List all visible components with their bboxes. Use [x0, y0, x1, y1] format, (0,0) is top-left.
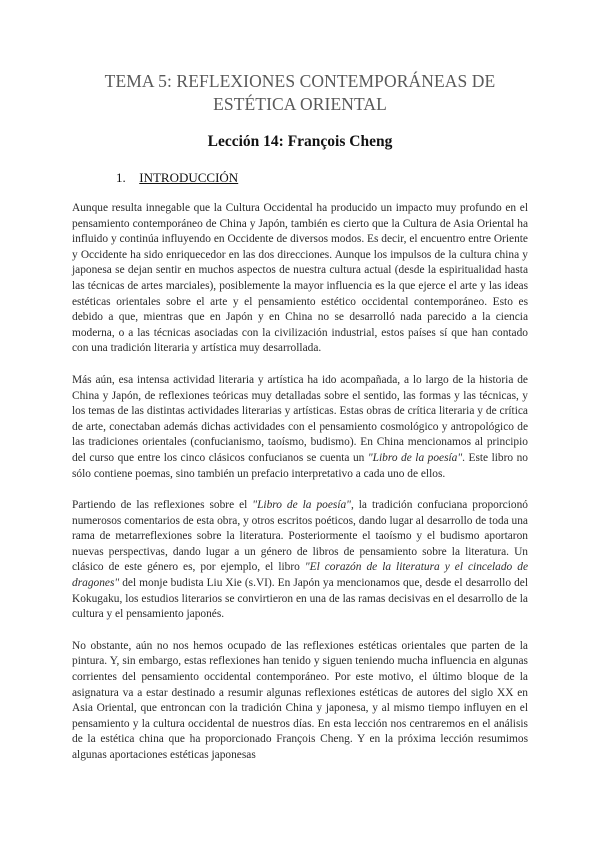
- paragraph-4: No obstante, aún no nos hemos ocupado de las reflexiones estéticas orientales que parten de la pintura. Y, sin embargo, estas reflexiones han tenido y siguen teniendo mucha influencia en algunas corrientes del pensamiento occidental contemporáneo. Por este motivo, el último bloque de la asignatura va a estar destinado a resumir algunas reflexiones estéticas de autores del siglo XX en Asia Oriental, que entroncan con la tradición China y japonesa, y al mismo tiempo influyen en el pensamiento y la cultura occidental de nuestros días. En esta lección nos centraremos en el análisis de la estética china que ha proporcionado François Cheng. Y en la próxima lección resumimos algunas aportaciones estéticas japonesas: [72, 639, 528, 761]
- paragraph-3-text-c: del monje budista Liu Xie (s.VI). En Japón ya mencionamos que, desde el desarrollo del Kokugaku, los estudios literarios se convirtieron en una de las ramas decisivas en el desarrollo de la cultura y el pensamiento japonés.: [72, 577, 528, 621]
- paragraph-2: [72, 373, 528, 482]
- book-title-corazon-literatura: "El corazón de la literatura y el cincelado de dragones": [72, 561, 528, 590]
- paragraph-3-text-a: Partiendo de las reflexiones sobre el: [72, 499, 253, 512]
- lesson-heading: Lección 14: François Cheng: [207, 133, 393, 150]
- paragraph-2-text-b: . Este libro no sólo contiene poemas, sino también un prefacio interpretativo a cada uno de ellos.: [72, 451, 528, 480]
- paragraph-1: Aunque resulta innegable que la Cultura Occidental ha producido un impacto muy profundo en el pensamiento contemporáneo de China y Japón, también es cierto que la Cultura de Asia Oriental ha influido y continúa influyendo en Occidente de diversos modos. Es decir, el encuentro entre Oriente y Occidente ha sido enriquecedor en las dos direcciones. Aunque los impulsos de la cultura china y japonesa se dejan sentir en muchos aspectos de nuestra cultura actual (desde la espiritualidad hasta las técnicas de artes marciales), posiblemente la mayor influencia es la que ejerce el arte y las ideas estéticas orientales sobre el arte y el pensamiento estético occidental contemporáneo. Esto es debido a que, mientras que en Japón y en China no se desarrolló nada parecido a la ciencia moderna, o a las técnicas asociadas con la civilización industrial, estos países sí que han contado con una tradición literaria y artística muy desarrollada.: [72, 202, 528, 355]
- book-title-libro-poesia: "Libro de la poesía": [367, 451, 463, 464]
- title-line-2: ESTÉTICA ORIENTAL: [213, 94, 387, 114]
- page-title: [60, 70, 540, 116]
- body-text: [72, 201, 528, 780]
- section-title: INTRODUCCIÓN: [139, 170, 239, 185]
- section-number: 1.: [116, 170, 126, 185]
- paragraph-2-text-a: Más aún, esa intensa actividad literaria y artística ha ido acompañada, a lo largo de la historia de China y Japón, de reflexiones teóricas muy detalladas sobre el sentido, las formas y las técnicas, y los temas de las distintas actividades literarias y artísticas. Estas obras de crítica literaria y de crítica de arte, conectaban además dichas actividades con el pensamiento cosmológico y antropológico de las tradiciones orientales (confucianismo, taoísmo, budismo). En China mencionamos al principio del curso que entre los cinco clásicos confucianos se cuenta un: [72, 373, 528, 464]
- title-line-1: TEMA 5: REFLEXIONES CONTEMPORÁNEAS DE: [104, 71, 496, 91]
- paragraph-3: [72, 498, 528, 623]
- paragraph-3-text-b: , la tradición confuciana proporcionó numerosos comentarios de esta obra, y otros escritos poéticos, dando lugar al desarrollo de toda una rama de metarreflexiones sobre la literatura. Posteriormente el taoísmo y el budismo aportaron nuevas perspectivas, dando lugar a un género de libros de pensamiento sobre la literatura. Un clásico de este género es, por ejemplo, el libro: [72, 499, 528, 574]
- book-title-libro-poesia-2: "Libro de la poesía": [252, 499, 351, 512]
- section-heading: [116, 170, 238, 186]
